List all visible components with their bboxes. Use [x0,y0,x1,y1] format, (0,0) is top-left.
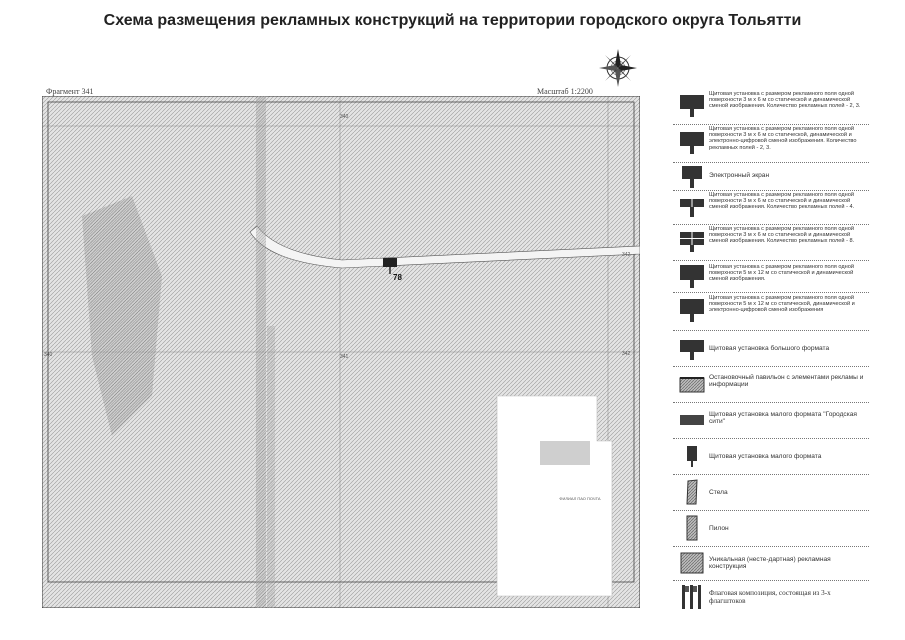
legend-item-small-city-board: Щитовая установка малого формата "Городская сити" [673,402,869,439]
legend-item-billboard-5x12: Щитовая установка с размером рекламного поля одной поверхности 5 м х 12 м со статической и динамической сменой изображения. [673,260,869,293]
legend-item-billboard-5x12-digital: Щитовая установка с размером рекламного поля одной поверхности 5 м х 12 м со статической, динамической и электронно-цифровой сменой изображения [673,292,869,331]
stela-icon [679,479,705,505]
billboard-marker [383,258,397,267]
unique-art-structure-icon [679,550,705,576]
large-format-billboard-icon [679,335,705,361]
billboard-4-fields-icon [679,194,705,220]
small-format-city-board-icon [679,407,705,433]
legend-item-flag-composition: Флаговая композиция, состоящая из 3-х флагштоков [673,580,869,614]
vertical-road-center [267,326,275,608]
scale-label: Масштаб 1:2200 [537,87,593,96]
legend-item-billboard-4-fields: Щитовая установка с размером рекламного поля одной поверхности 3 м х 6 м со статической и динамической сменой изображения. Количество рекламных полей - 4. [673,190,869,225]
legend-item-pylon: Пилон [673,510,869,547]
building-label: ФИЛИАЛ ПАО ПОЧТА [559,496,601,501]
billboard-3x6-digital-icon [679,129,705,155]
electronic-screen-icon [679,163,705,189]
billboard-8-fields-icon [679,228,705,254]
page-title: Схема размещения рекламных конструкций на территории городского округа Тольятти [103,12,802,29]
legend-item-large-format: Щитовая установка большого формата [673,330,869,367]
legend [673,88,869,616]
billboard-5x12-digital-icon [679,297,705,323]
small-format-board-icon [679,443,705,469]
legend-item-billboard-8-fields: Щитовая установка с размером рекламного поля одной поверхности 3 м х 6 м со статической и динамической сменой изображения. Количество рекламных полей - 8. [673,224,869,261]
legend-item-stela: Стела [673,474,869,511]
vertical-road-left [256,96,266,608]
grid-label-top: 340 [340,114,349,120]
billboard-5x12-icon [679,263,705,289]
grid-label-right: 342 [622,351,631,357]
billboard-3x6-icon [679,92,705,118]
building-extension [540,441,590,465]
legend-item-billboard-3x6-digital: Щитовая установка с размером рекламного поля одной поверхности 3 м х 6 м со статической, динамической и электронно-цифровой сменой изображения. Количество рекламных полей - 2, 3. [673,124,869,163]
legend-item-small-board: Щитовая установка малого формата [673,438,869,475]
flag-composition-icon [679,584,705,610]
fragment-label: Фрагмент 341 [46,87,94,96]
compass-rose-icon [598,48,638,88]
legend-item-billboard-3x6: Щитовая установка с размером рекламного поля одной поверхности 3 м х 6 м со статической и динамической сменой изображения. Количество рекламных полей - 2, 3. [673,88,869,125]
grid-label-right-upper: 342 [622,252,631,258]
grid-label-middle: 341 [340,354,349,360]
legend-item-electronic-screen: Электронный экран [673,162,869,191]
legend-item-pavilion: Остановочный павильон с элементами рекламы и информации [673,366,869,403]
legend-item-unique-structure: Уникальная (несте-дартная) рекламная конструкция [673,546,869,581]
map-area [42,96,640,608]
pavilion-icon [679,371,705,397]
grid-label-left: 340 [44,352,53,358]
pylon-icon [679,515,705,541]
marker-number: 78 [393,273,402,282]
